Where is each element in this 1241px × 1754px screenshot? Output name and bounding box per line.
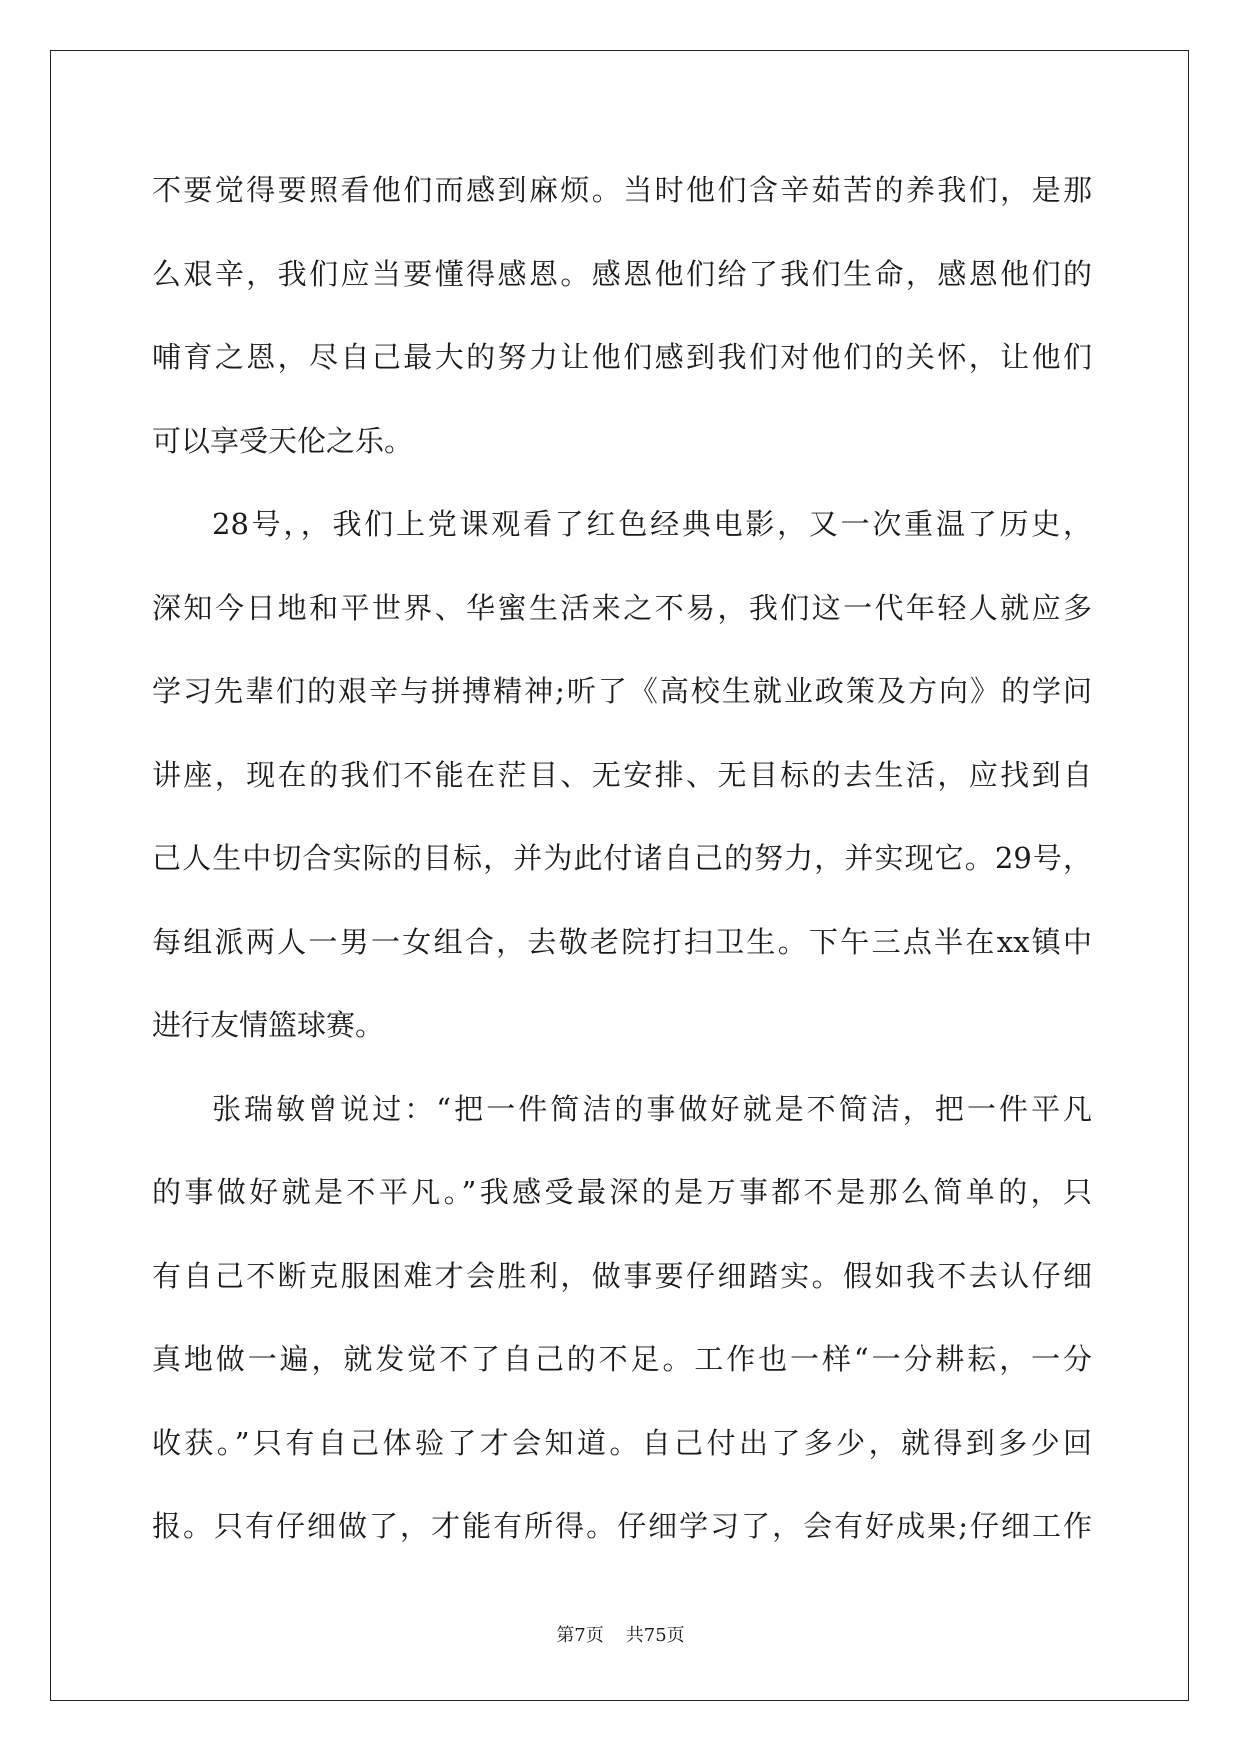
text-line: 可以享受天伦之乐。 xyxy=(152,424,414,458)
text-line: 每组派两人一男一女组合，去敬老院打扫卫生。下午三点半在xx镇中 xyxy=(152,925,1092,959)
text-line: 收获。”只有自己体验了才会知道。自己付出了多少，就得到多少回 xyxy=(152,1426,1092,1460)
text-line: 有自己不断克服困难才会胜利，做事要仔细踏实。假如我不去认仔细 xyxy=(152,1259,1092,1293)
text-line: 28号，，我们上党课观看了红色经典电影，又一次重温了历史， xyxy=(212,507,1092,541)
page-footer xyxy=(0,1624,1241,1648)
text-line: 哺育之恩，尽自己最大的努力让他们感到我们对他们的关怀，让他们 xyxy=(152,340,1092,374)
page-number: 第7页 xyxy=(556,1625,604,1646)
text-line: 真地做一遍，就发觉不了自己的不足。工作也一样“一分耕耘，一分 xyxy=(152,1342,1092,1376)
text-line: 不要觉得要照看他们而感到麻烦。当时他们含辛茹苦的养我们，是那 xyxy=(152,173,1092,207)
page-total: 共75页 xyxy=(625,1625,685,1646)
text-line: 深知今日地和平世界、华蜜生活来之不易，我们这一代年轻人就应多 xyxy=(152,591,1092,625)
text-line: 张瑞敏曾说过：“把一件简洁的事做好就是不简洁，把一件平凡 xyxy=(212,1092,1092,1126)
text-line: 的事做好就是不平凡。”我感受最深的是万事都不是那么简单的，只 xyxy=(152,1175,1092,1209)
text-line: 讲座，现在的我们不能在茫目、无安排、无目标的去生活，应找到自 xyxy=(152,758,1092,792)
text-line: 进行友情篮球赛。 xyxy=(152,1008,385,1042)
text-line: 报。只有仔细做了，才能有所得。仔细学习了，会有好成果;仔细工作 xyxy=(152,1509,1092,1543)
text-line: 学习先辈们的艰辛与拼搏精神;听了《高校生就业政策及方向》的学问 xyxy=(152,674,1092,708)
text-line: 己人生中切合实际的目标，并为此付诸自己的努力，并实现它。29号， xyxy=(152,841,1092,875)
text-line: 么艰辛，我们应当要懂得感恩。感恩他们给了我们生命，感恩他们的 xyxy=(152,257,1092,291)
